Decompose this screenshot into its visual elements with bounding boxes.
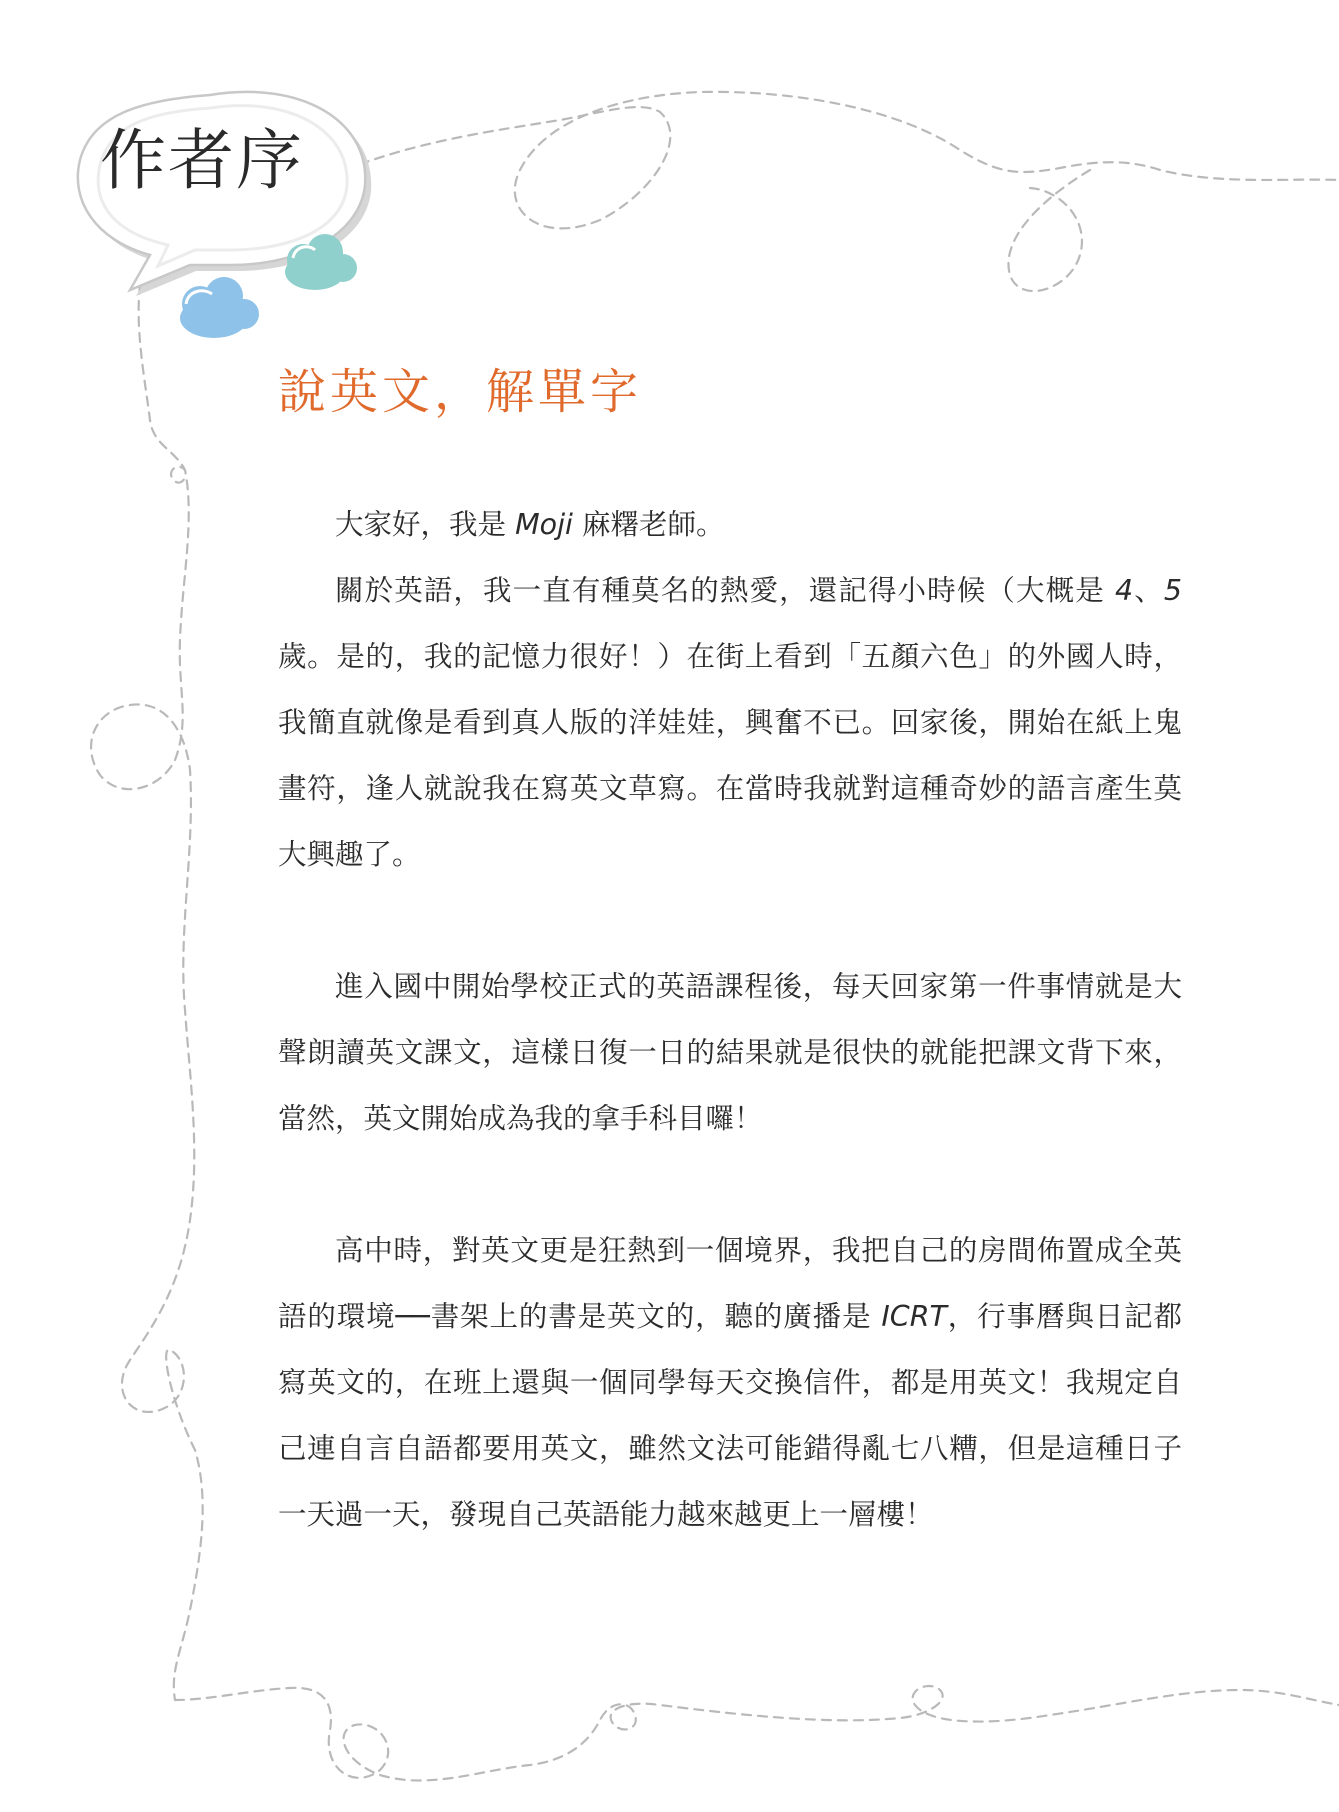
- text-run: 大家好，我是: [335, 508, 516, 541]
- text-run-number: 4: [1115, 574, 1134, 607]
- text-run: 進入國中開始學校正式的英語課程後，每天回家第一件事情就是大聲朗讀英文課文，這樣日復一日的結果就是很快的就能把課文背下來，當然，英文開始成為我的拿手科目囉！: [278, 970, 1182, 1135]
- text-run: 高中時，對英文更是狂熱到一個境界，我把自己的房間佈置成全英語的環境──書架上的書是英文的，聽的廣播是: [278, 1234, 1182, 1333]
- paragraph-senior-high: [278, 1218, 1182, 1548]
- paragraph-greeting: [278, 492, 1182, 558]
- section-heading: 說英文，解單字: [278, 364, 643, 420]
- text-run-number: 5: [1163, 574, 1182, 607]
- chapter-title: 作者序: [100, 122, 304, 199]
- text-run: 關於英語，我一直有種莫名的熱愛，還記得小時候（大概是: [335, 574, 1115, 607]
- text-run: ，行事曆與日記都寫英文的，在班上還與一個同學每天交換信件，都是用英文！我規定自己連自言自語都要用英文，雖然文法可能錯得亂七八糟，但是這種日子一天過一天，發現自己英語能力越來越更上一層樓！: [278, 1300, 1182, 1531]
- body-text: [278, 492, 1182, 1548]
- text-run: 麻糬老師。: [572, 508, 725, 541]
- paragraph-childhood: [278, 558, 1182, 888]
- text-run: 、: [1133, 574, 1164, 607]
- paragraph-junior-high: [278, 954, 1182, 1152]
- text-run: 歲。是的，我的記憶力很好！）在街上看到「五顏六色」的外國人時，我簡直就像是看到真人版的洋娃娃，興奮不已。回家後，開始在紙上鬼畫符，逢人就說我在寫英文草寫。在當時我就對這種奇妙的語言產生莫大興趣了。: [278, 640, 1182, 871]
- text-run-english: ICRT: [881, 1300, 947, 1333]
- text-run-english: Moji: [515, 508, 573, 541]
